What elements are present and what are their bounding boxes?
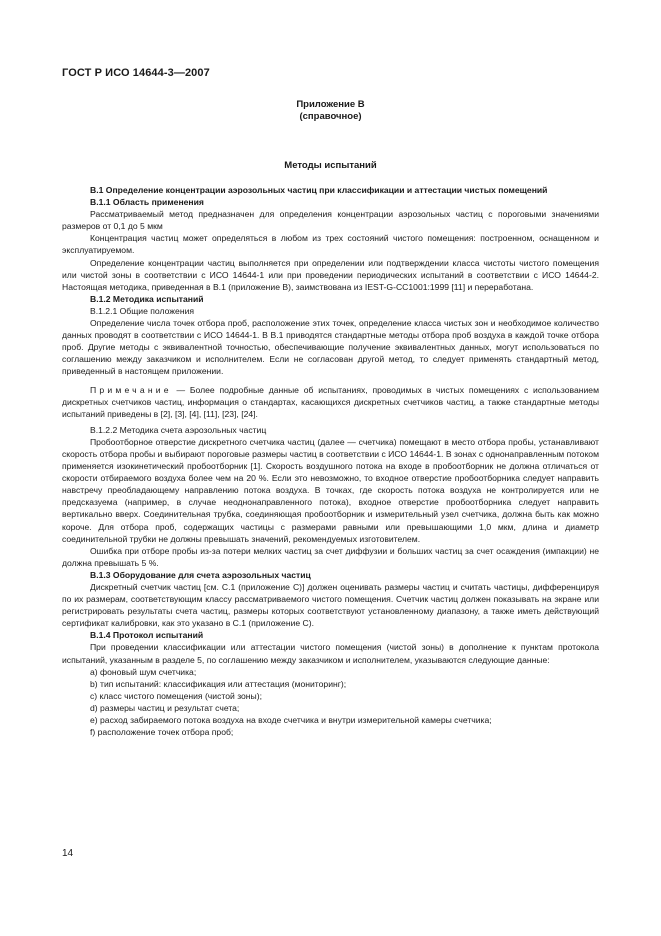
section-heading-b1-3: В.1.3 Оборудование для счета аэрозольных частиц (90, 569, 311, 580)
section-heading-b1-1: В.1.1 Область применения (90, 197, 204, 208)
note-label: Примечание (90, 384, 172, 395)
paragraph: Определение концентрации частиц выполняется при определении или подтверждении класса чистоты чистого помещения или чистой зоны в соответствии с ИСО 14644-1 или при проведении периодических испытаний в соответствии с ИСО 14644-2. Настоящая методика, приведенная в В.1 (приложение В), заимствована из IEST-G-CC1001:1999 [11] и переработана. (62, 257, 599, 292)
subsection-heading-b1-2-2: В.1.2.2 Методика счета аэрозольных частиц (90, 424, 267, 435)
document-code: ГОСТ Р ИСО 14644-3—2007 (62, 67, 210, 79)
paragraph: Определение числа точек отбора проб, расположение этих точек, определение класса чистых зон и необходимое количество данных проводят в соответствии с ИСО 14644-1. В В.1 приводятся стандартные методы отбора проб воздуха в каждой точке отбора проб. Другие методы с эквивалентной точностью, обеспечивающие получение эквивалентных данных, могут использоваться по соглашению между заказчиком и исполнителем. Если не согласован другой метод, то следует применять стандартный метод, приведенный в настоящем приложении. (62, 318, 599, 377)
paragraph: Рассматриваемый метод предназначен для определения концентрации аэрозольных частиц с пороговыми значениями размеров от 0,1 до 5 мкм (62, 209, 599, 232)
section-heading-b1: В.1 Определение концентрации аэрозольных частиц при классификации и аттестации чистых помещений (90, 185, 548, 195)
document-body (62, 184, 599, 738)
section-heading-b1-2: В.1.2 Методика испытаний (90, 293, 204, 304)
paragraph: Пробоотборное отверстие дискретного счетчика частиц (далее — счетчика) помещают в место отбора пробы, устанавливают скорость отбора пробы и выбирают пороговые размеры частиц в соответствии с ИСО 14644-1. В зонах с однонаправленным потоком применяется изокинетический пробоотборник [1]. Скорость воздушного потока на входе в пробоотборник не должна отличаться от скорости отбираемого воздуха более чем на 20 %. Если это невозможно, то входное отверстие пробоотборника следует направить навстречу преобладающему направлению потока воздуха. В точках, где скорость потока воздуха не контролируется или не предсказуема (например, в случае неоднонаправленного потока), входное отверстие пробоотборника следует направить вертикально вверх. Соединительная трубка, соединяющая пробоотборник и измерительный узел счетчика, должна быть как можно короче. Для отбора проб, содержащих частицы с размерами равными или превышающими 1,0 мкм, длина и диаметр соединительной трубки не должны превышать значений, рекомендуемых изготовителем. (62, 436, 599, 544)
paragraph: Ошибка при отборе пробы из-за потери мелких частиц за счет диффузии и больших частиц за счет осаждения (импакции) не должна превышать 5 %. (62, 545, 599, 568)
list-item: e) расход забираемого потока воздуха на входе счетчика и внутри измерительной камеры счетчика; (90, 715, 492, 726)
paragraph: Концентрация частиц может определяться в любом из трех состояний чистого помещения: построенном, оснащенном и эксплуатируемом. (62, 233, 599, 256)
paragraph: При проведении классификации или аттестации чистого помещения (чистой зоны) в дополнение к пунктам протокола испытаний, указанным в разделе 5, по соглашению между заказчиком и исполнителем, указываются следующие данные: (62, 642, 599, 665)
note-text: — Более подробные данные об испытаниях, проводимых в чистых помещениях с использованием дискретных счетчиков частиц, информация о стандартах, касающихся дискретных счетчиков частиц, а также стандартные методы испытаний приведены в [2], [3], [4], [11], [23], [24]. (62, 384, 599, 419)
list-item: а) фоновый шум счетчика; (90, 666, 197, 677)
list-item: b) тип испытаний: классификация или аттестация (мониторинг); (90, 678, 347, 689)
annex-heading: Методы испытаний (284, 160, 377, 171)
annex-title: Приложение В (296, 99, 365, 110)
note-paragraph (62, 384, 599, 420)
section-heading-b1-4: В.1.4 Протокол испытаний (90, 630, 204, 641)
paragraph: Дискретный счетчик частиц [см. С.1 (приложение С)] должен оценивать размеры частиц и считать частицы, дифференцируя по их размерам, соответствующим классу рассматриваемого чистого помещения. Счетчик частиц должен показывать на экране или регистрировать результаты счета частиц, размеры которых соответствуют установленному диапазону, а также иметь действующий сертификат калибровки, как это указано в С.1 (приложение С). (62, 582, 599, 629)
list-item: f) расположение точек отбора проб; (90, 727, 234, 738)
list-item: c) класс чистого помещения (чистой зоны); (90, 690, 262, 701)
page-number: 14 (62, 848, 74, 859)
list-item: d) размеры частиц и результат счета; (90, 702, 240, 713)
annex-note: (справочное) (299, 111, 362, 122)
subsection-heading-b1-2-1: В.1.2.1 Общие положения (90, 305, 195, 316)
